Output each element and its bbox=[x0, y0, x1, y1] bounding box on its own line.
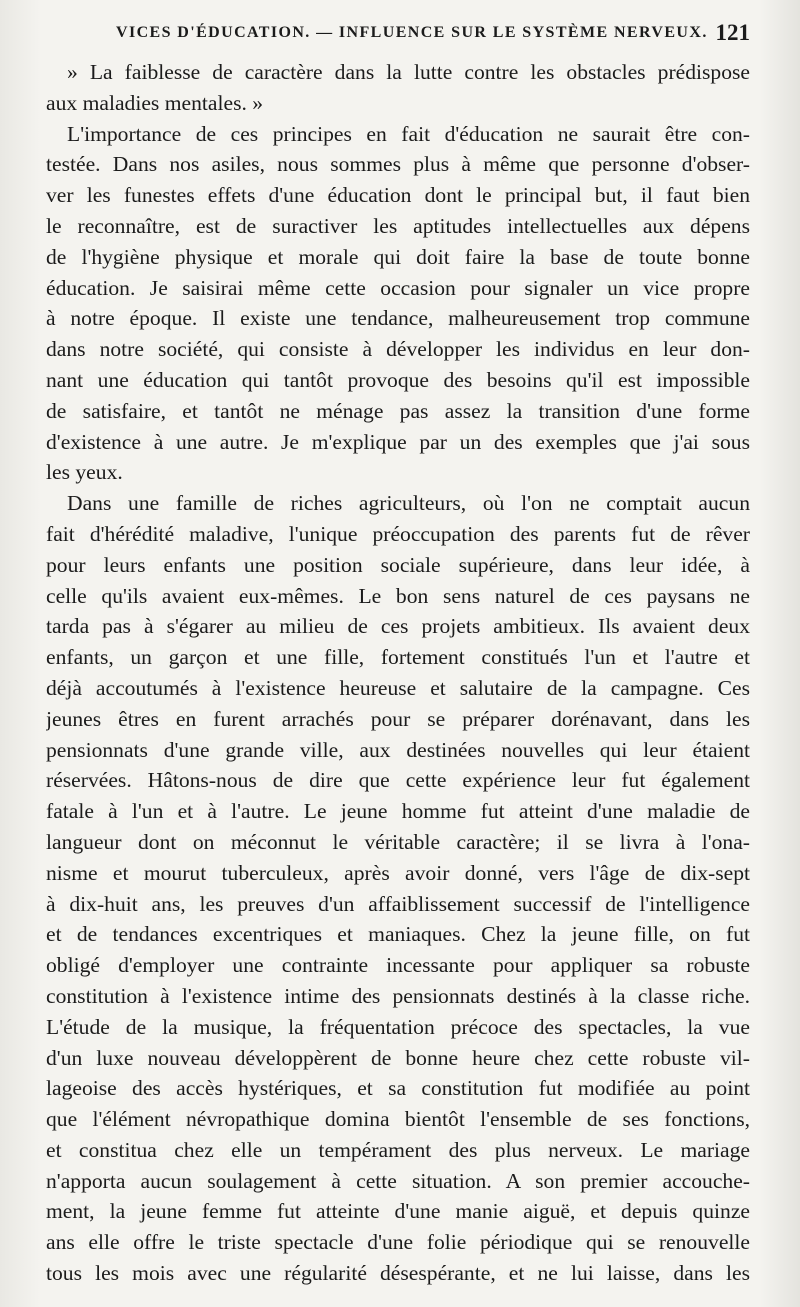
text-line: tarda pas à s'égarer au milieu de ces projets ambitieux. Ils avaient deux bbox=[46, 614, 750, 639]
text-line: tous les mois avec une régularité désespérante, et ne lui laisse, dans les bbox=[46, 1261, 750, 1286]
text-line: aux maladies mentales. » bbox=[46, 90, 264, 115]
text-line: d'existence à une autre. Je m'explique par un des exemples que j'ai sous bbox=[46, 429, 750, 454]
text-line: enfants, un garçon et une fille, fortement constitués l'un et l'autre et bbox=[46, 645, 750, 670]
text-line: ans elle offre le triste spectacle d'une folie périodique qui se renouvelle bbox=[46, 1230, 750, 1255]
text-line: fait d'hérédité maladive, l'unique préoccupation des parents fut de rêver bbox=[46, 521, 750, 546]
text-line: et de tendances excentriques et maniaques. Chez la jeune fille, on fut bbox=[46, 922, 750, 947]
text-line: dans notre société, qui consiste à développer les individus en leur don- bbox=[46, 337, 750, 362]
text-line: déjà accoutumés à l'existence heureuse et salutaire de la campagne. Ces bbox=[46, 675, 750, 700]
text-line: à notre époque. Il existe une tendance, malheureusement trop commune bbox=[46, 306, 750, 331]
text-line: L'étude de la musique, la fréquentation précoce des spectacles, la vue bbox=[46, 1014, 750, 1039]
text-line: et constitua chez elle un tempérament des plus nerveux. Le mariage bbox=[46, 1137, 750, 1162]
text-line: nisme et mourut tuberculeux, après avoir donné, vers l'âge de dix-sept bbox=[46, 860, 750, 885]
text-line: Dans une famille de riches agriculteurs, où l'on ne comptait aucun bbox=[67, 491, 750, 516]
text-line: que l'élément névropathique domina bientôt l'ensemble de ses fonctions, bbox=[46, 1107, 750, 1132]
text-line: » La faiblesse de caractère dans la lutte contre les obstacles prédispose bbox=[67, 60, 750, 84]
text-line: éducation. Je saisirai même cette occasion pour signaler un vice propre bbox=[46, 275, 750, 300]
text-line: n'apporta aucun soulagement à cette situation. A son premier accouche- bbox=[46, 1168, 750, 1193]
text-line: les yeux. bbox=[46, 460, 123, 485]
text-line: pensionnats d'une grande ville, aux destinées nouvelles qui leur étaient bbox=[46, 737, 750, 762]
text-line: lageoise des accès hystériques, et sa constitution fut modifiée au point bbox=[46, 1076, 750, 1101]
body-text bbox=[46, 57, 750, 1289]
text-line: à dix-huit ans, les preuves d'un affaiblissement successif de l'intelligence bbox=[46, 891, 750, 916]
text-line: ver les funestes effets d'une éducation dont le principal but, il faut bien bbox=[46, 183, 750, 208]
text-line: constitution à l'existence intime des pensionnats destinés à la classe riche. bbox=[46, 983, 750, 1008]
text-line: fatale à l'un et à l'autre. Le jeune homme fut atteint d'une maladie de bbox=[46, 799, 750, 824]
running-title: VICES D'ÉDUCATION. — INFLUENCE SUR LE SYSTÈME NERVEUX. bbox=[116, 24, 708, 41]
text-line: de satisfaire, et tantôt ne ménage pas assez la transition d'une forme bbox=[46, 398, 750, 423]
text-line: jeunes êtres en furent arrachés pour se préparer dorénavant, dans les bbox=[46, 706, 750, 731]
page-header bbox=[46, 20, 750, 50]
text-line: de l'hygiène physique et morale qui doit faire la base de toute bonne bbox=[46, 244, 750, 269]
text-line: testée. Dans nos asiles, nous sommes plus à même que personne d'obser- bbox=[46, 152, 750, 177]
text-line: pour leurs enfants une position sociale supérieure, dans leur idée, à bbox=[46, 552, 750, 577]
text-line: L'importance de ces principes en fait d'éducation ne saurait être con- bbox=[67, 121, 750, 146]
text-line: ment, la jeune femme fut atteinte d'une manie aiguë, et depuis quinze bbox=[46, 1199, 750, 1224]
text-line: obligé d'employer une contrainte incessante pour appliquer sa robuste bbox=[46, 953, 750, 978]
text-line: celle qu'ils avaient eux-mêmes. Le bon sens naturel de ces paysans ne bbox=[46, 583, 750, 608]
page-number: 121 bbox=[715, 20, 750, 45]
text-line: réservées. Hâtons-nous de dire que cette expérience leur fut également bbox=[46, 768, 750, 793]
text-line: le reconnaître, est de suractiver les aptitudes intellectuelles aux dépens bbox=[46, 213, 750, 238]
text-line: d'un luxe nouveau développèrent de bonne heure chez cette robuste vil- bbox=[46, 1045, 750, 1070]
text-line: langueur dont on méconnut le véritable caractère; il se livra à l'ona- bbox=[46, 829, 750, 854]
text-line: nant une éducation qui tantôt provoque des besoins qu'il est impossible bbox=[46, 367, 750, 392]
